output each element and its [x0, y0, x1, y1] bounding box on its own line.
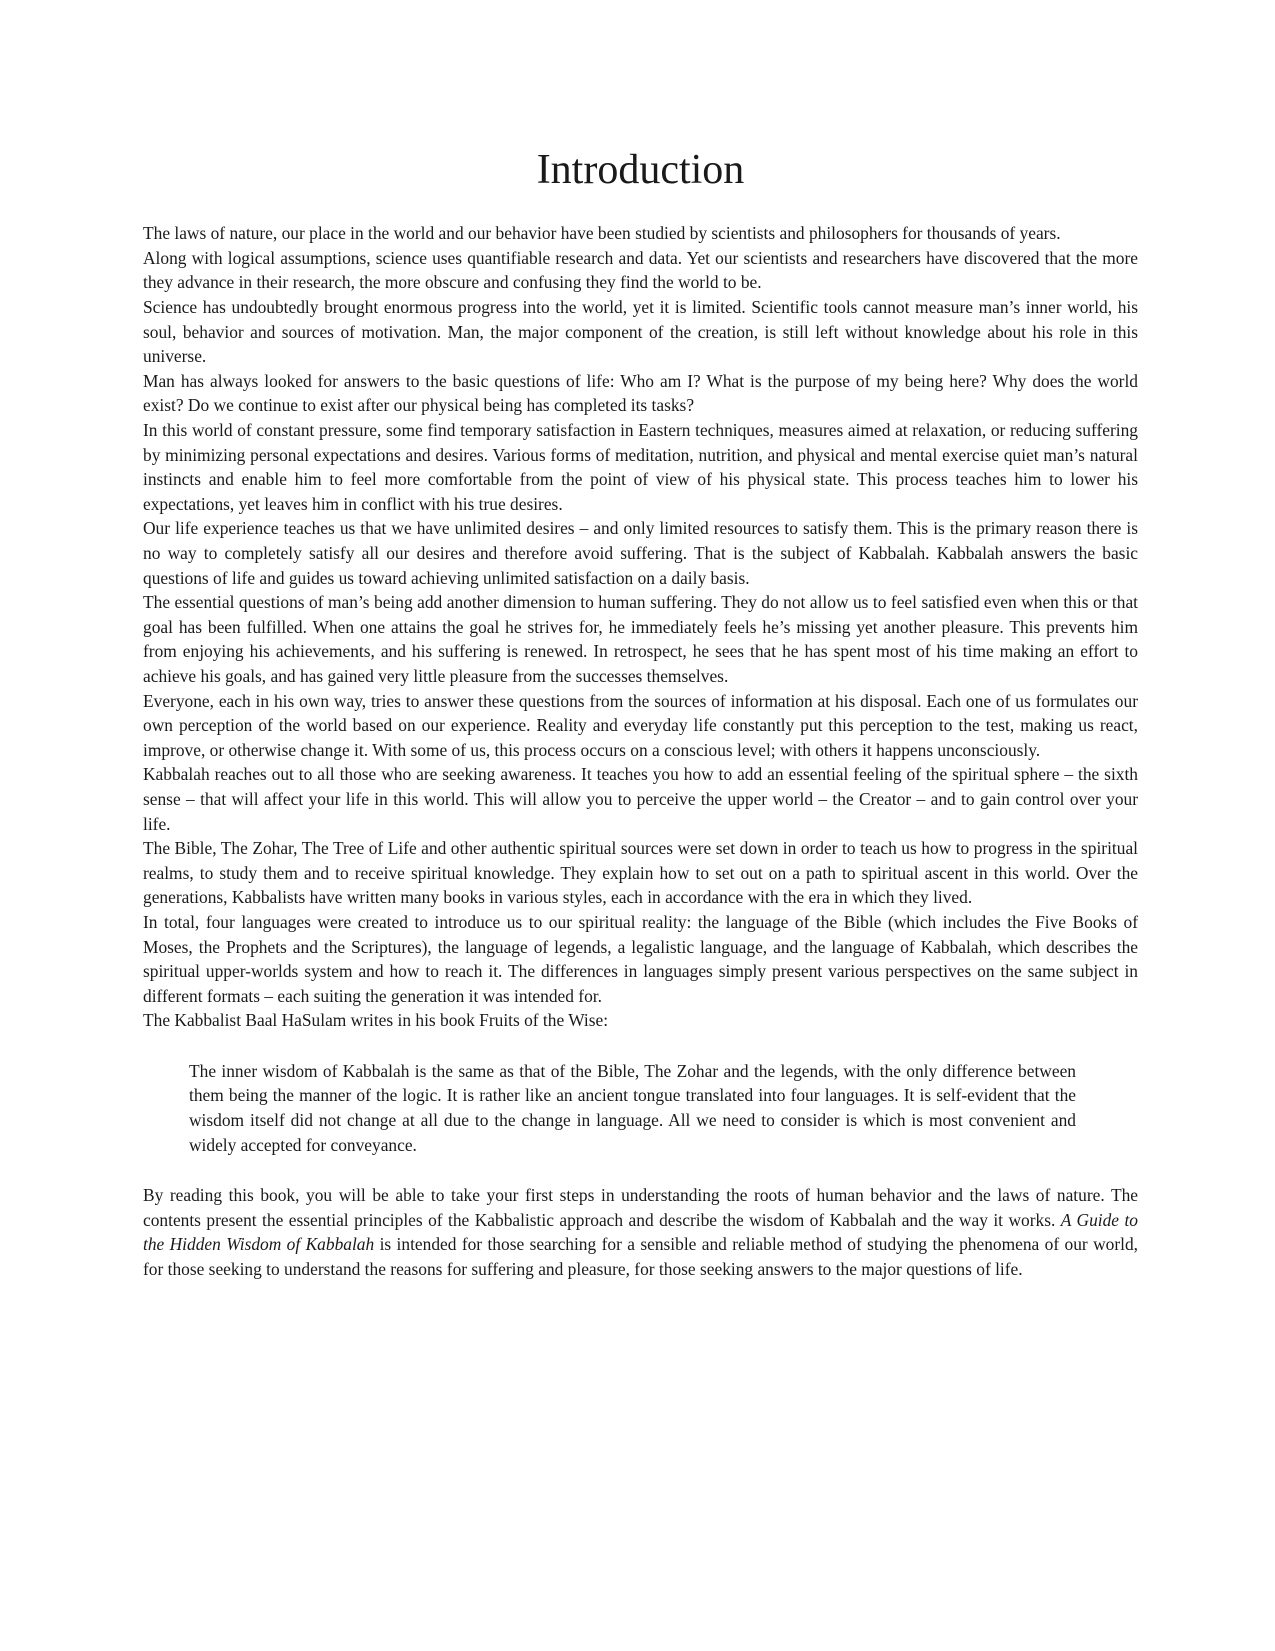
closing-text-before-italic: By reading this book, you will be able to take your first steps in understanding the roots of human behavior and the laws of nature. The contents present the essential principles of the Kabbalistic approach and describe the wisdom of Kabbalah and the way it works.	[143, 1185, 1138, 1230]
paragraph-spiritual-sources: The Bible, The Zohar, The Tree of Life and other authentic spiritual sources were set down in order to teach us how to progress in the spiritual realms, to study them and to receive spiritual knowledge. They explain how to set out on a path to spiritual ascent in this world. Over the generations, Kabbalists have written many books in various styles, each in accordance with the era in which they lived.	[143, 838, 1138, 908]
paragraph-kabbalah-reaches-out: Kabbalah reaches out to all those who are seeking awareness. It teaches you how to add an essential feeling of the spiritual sphere – the sixth sense – that will affect your life in this world. This will allow you to perceive the upper world – the Creator – and to gain control over your life.	[143, 764, 1138, 834]
paragraph-science-progress: Science has undoubtedly brought enormous progress into the world, yet it is limited. Scientific tools cannot measure man’s inner world, his soul, behavior and sources of motivation. Man, the major component of the creation, is still left without knowledge about his role in this universe.	[143, 297, 1138, 367]
closing-text-after-italic: is intended for those searching for a sensible and reliable method of studying the phenomena of our world, for those seeking to understand the reasons for suffering and pleasure, for those seeking answers to the major questions of life.	[143, 1234, 1138, 1280]
paragraph-laws-of-nature: The laws of nature, our place in the world and our behavior have been studied by scientists and philosophers for thousands of years.	[143, 223, 1061, 244]
paragraph-basic-questions: Man has always looked for answers to the basic questions of life: Who am I? What is the purpose of my being here? Why does the world exist? Do we continue to exist after our physical being has completed its tasks?	[143, 370, 1138, 416]
paragraph-everyone-answers: Everyone, each in his own way, tries to answer these questions from the sources of information at his disposal. Each one of us formulates our own perception of the world based on our experience. Reality and everyday life constantly put this perception to the test, making us react, improve, or otherwise change it. With some of us, this process occurs on a conscious level; with others it happens unconsciously.	[143, 690, 1138, 760]
paragraph-logical-assumptions: Along with logical assumptions, science uses quantifiable research and data. Yet our scientists and researchers have discovered that the more they advance in their research, the more obscure and confusing they find the world to be.	[143, 247, 1138, 293]
paragraph-unlimited-desires: Our life experience teaches us that we have unlimited desires – and only limited resources to satisfy them. This is the primary reason there is no way to completely satisfy all our desires and therefore avoid suffering. That is the subject of Kabbalah. Kabbalah answers the basic questions of life and guides us toward achieving unlimited satisfaction on a daily basis.	[143, 518, 1138, 588]
blockquote-fruits-of-the-wise: The inner wisdom of Kabbalah is the same as that of the Bible, The Zohar and the legends, with the only difference between them being the manner of the logic. It is rather like an ancient tongue translated into four languages. It is self-evident that the wisdom itself did not change at all due to the change in language. All we need to consider is which is most convenient and widely accepted for conveyance.	[189, 1060, 1076, 1155]
book-title-italic: A Guide to the Hidden Wisdom of Kabbalah	[143, 1209, 1138, 1255]
paragraph-essential-questions: The essential questions of man’s being add another dimension to human suffering. They do not allow us to feel satisfied even when this or that goal has been fulfilled. When one attains the goal he strives for, he immediately feels he’s missing yet another pleasure. This prevents him from enjoying his achievements, and his suffering is renewed. In retrospect, he sees that he has spent most of his time making an effort to achieve his goals, and has gained very little pleasure from the successes themselves.	[143, 592, 1138, 686]
page-title: Introduction	[536, 147, 745, 193]
paragraph-four-languages: In total, four languages were created to introduce us to our spiritual reality: the language of the Bible (which includes the Five Books of Moses, the Prophets and the Scriptures), the language of legends, a legalistic language, and the language of Kabbalah, which describes the spiritual upper-worlds system and how to reach it. The differences in languages simply present various perspectives on the same subject in different formats – each suiting the generation it was intended for.	[143, 911, 1138, 1006]
closing-paragraph	[143, 1183, 1138, 1281]
paragraph-constant-pressure: In this world of constant pressure, some find temporary satisfaction in Eastern techniques, measures aimed at relaxation, or reducing suffering by minimizing personal expectations and desires. Various forms of meditation, nutrition, and physical and mental exercise quiet man’s natural instincts and enable him to feel more comfortable from the point of view of his physical state. This process teaches him to lower his expectations, yet leaves him in conflict with his true desires.	[143, 420, 1138, 514]
paragraph-baal-hasulam-intro: The Kabbalist Baal HaSulam writes in his book Fruits of the Wise:	[143, 1010, 609, 1031]
